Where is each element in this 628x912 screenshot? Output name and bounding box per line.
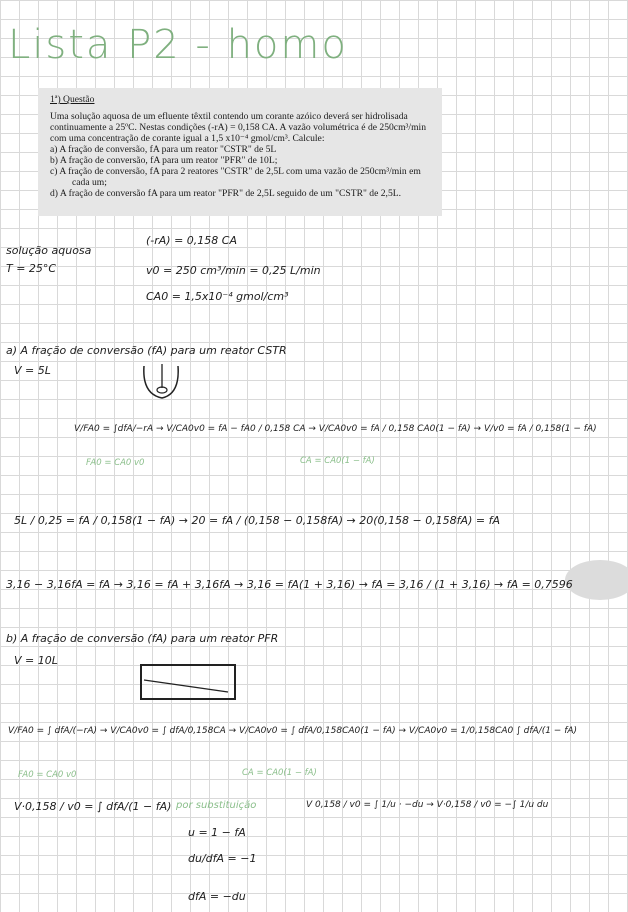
hint-b2: CA = CA0(1 − fA)	[242, 768, 317, 778]
note-temperature: T = 25°C	[6, 262, 57, 275]
pfr-sketch-icon	[140, 664, 236, 700]
note-rate: (-rA) = 0,158 CA	[146, 234, 238, 247]
question-line: continuamente a 25ºC. Nestas condições (-rA) = 0,158 CA. A vazão volumétrica é de 250cm³/min	[50, 122, 426, 133]
question-box	[38, 88, 442, 216]
equation-b1: V/FA0 = ∫ dfA/(−rA) → V/CA0v0 = ∫ dfA/0,158CA → V/CA0v0 = ∫ dfA/0,158CA0(1 − fA) → V/CA0v0 = 1/0,158CA0 ∫ dfA/(1 − fA)	[8, 726, 578, 736]
substitution-1: u = 1 − fA	[188, 826, 246, 839]
substitution-2: du/dfA = −1	[188, 852, 257, 865]
equation-a2: 5L / 0,25 = fA / 0,158(1 − fA) → 20 = fA / (0,158 − 0,158fA) → 20(0,158 − 0,158fA) = fA	[14, 514, 500, 527]
question-line: com uma concentração de corante igual a 1,5 x10⁻⁴ gmol/cm³. Calcule:	[50, 133, 325, 144]
question-item-d: d) A fração de conversão fA para um reator "PFR" de 2,5L seguido de um "CSTR" de 2,5L.	[50, 188, 402, 199]
equation-a3: 3,16 − 3,16fA = fA → 3,16 = fA + 3,16fA → 3,16 = fA(1 + 3,16) → fA = 3,16 / (1 + 3,16) → fA = 0,7596	[6, 578, 573, 591]
question-item-a: a) A fração de conversão, fA para um reator "CSTR" de 5L	[50, 144, 277, 155]
question-item-c: c) A fração de conversão, fA para 2 reatores "CSTR" de 2,5L com uma vazão de 250cm³/min em	[50, 166, 421, 177]
question-item-b: b) A fração de conversão, fA para um reator "PFR" de 10L;	[50, 155, 278, 166]
note-flow: v0 = 250 cm³/min = 0,25 L/min	[146, 264, 321, 277]
part-b-volume: V = 10L	[14, 654, 58, 667]
cstr-sketch-icon	[140, 364, 184, 402]
note-concentration: CA0 = 1,5x10⁻⁴ gmol/cm³	[146, 290, 289, 303]
equation-b3: V 0,158 / v0 = ∫ 1/u · −du → V·0,158 / v0 = −∫ 1/u du	[306, 800, 549, 810]
part-b-heading: b) A fração de conversão (fA) para um reator PFR	[6, 632, 279, 645]
question-item-c-cont: cada um;	[72, 177, 107, 188]
part-a-volume: V = 5L	[14, 364, 51, 377]
equation-b2: V·0,158 / v0 = ∫ dfA/(1 − fA)	[14, 800, 172, 813]
page-title: Lista P2 - homo	[8, 22, 348, 68]
hint-a2: CA = CA0(1 − fA)	[300, 456, 375, 466]
part-a-heading: a) A fração de conversão (fA) para um reator CSTR	[6, 344, 287, 357]
equation-a1: V/FA0 = ∫dfA/−rA → V/CA0v0 = fA − fA0 / 0,158 CA → V/CA0v0 = fA / 0,158 CA0(1 − fA) → V/v0 = fA / 0,158(1 − fA)	[74, 424, 597, 434]
question-heading: 1ª) Questão	[50, 94, 95, 105]
hint-b1: FA0 = CA0 v0	[18, 770, 77, 780]
hint-b3: por substituição	[176, 800, 257, 811]
note-solucao: solução aquosa	[6, 244, 92, 257]
substitution-3: dfA = −du	[188, 890, 246, 903]
hint-a1: FA0 = CA0 v0	[86, 458, 145, 468]
question-line: Uma solução aquosa de um efluente têxtil contendo um corante azóico deverá ser hidrolisada	[50, 111, 408, 122]
